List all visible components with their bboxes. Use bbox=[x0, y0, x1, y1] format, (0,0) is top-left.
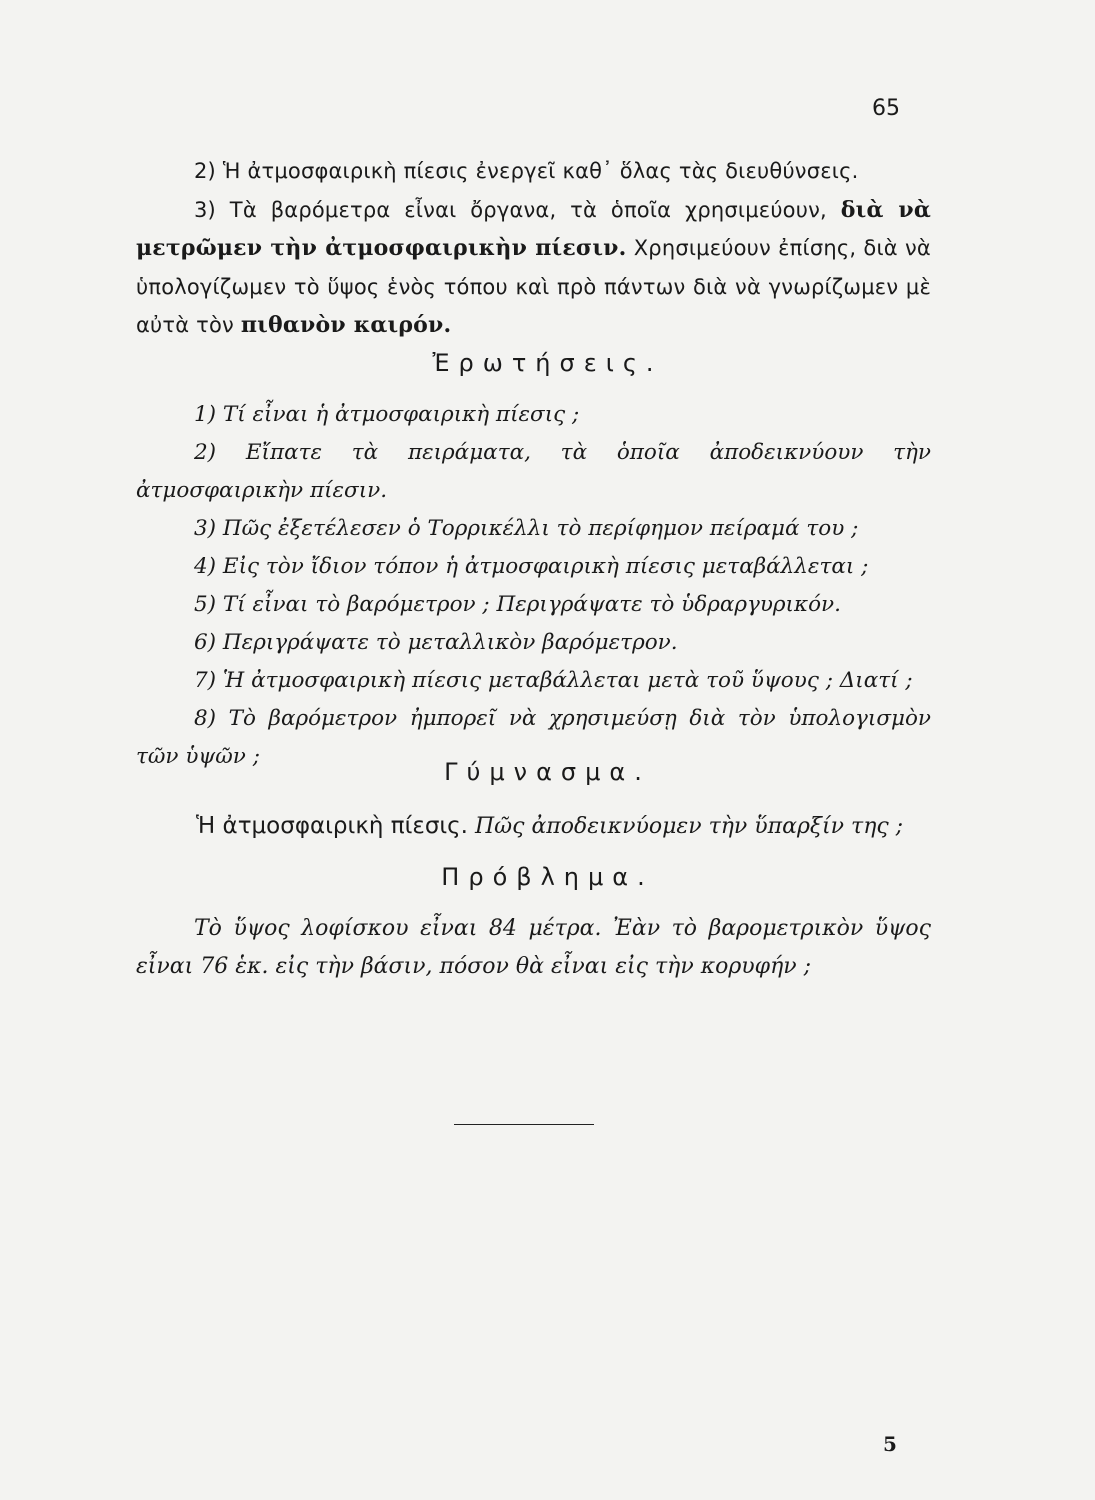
questions-list bbox=[136, 396, 931, 776]
question-4: 4) Εἰς τὸν ἴδιον τόπον ἡ ἀτμοσφαιρικὴ πίεσις μεταβάλλεται ; bbox=[194, 554, 869, 579]
paragraph-2: 2) Ἡ ἀτμοσφαιρικὴ πίεσις ἐνεργεῖ καθ᾽ ὅλας τὰς διευθύνσεις. bbox=[194, 159, 859, 183]
problem-heading: Πρόβλημα. bbox=[441, 863, 654, 891]
question-6: 6) Περιγράψατε τὸ μεταλλικὸν βαρόμετρον. bbox=[194, 630, 678, 655]
exercise-heading: Γύμνασμα. bbox=[444, 758, 651, 786]
signature-mark: 5 bbox=[883, 1432, 897, 1456]
exercise-text: Πῶς ἀποδεικνύομεν τὴν ὕπαρξίν της ; bbox=[475, 814, 904, 839]
paragraph-3-middle: Χρησιμεύουν ἐπίσης, διὰ νὰ ὑπολογίζωμεν τὸ ὕψος ἑνὸς τόπου καὶ πρὸ πάντων διὰ νὰ γνωρίζωμεν μὲ αὐτὰ τὸν bbox=[136, 236, 931, 337]
problem-body bbox=[136, 910, 931, 986]
paragraph-3 bbox=[136, 191, 931, 345]
exercise-body bbox=[136, 807, 931, 846]
question-2: 2) Εἴπατε τὰ πειράματα, τὰ ὁποῖα ἀποδεικνύουν τὴν ἀτμοσφαιρικὴν πίεσιν. bbox=[136, 440, 931, 503]
paragraph-3-start: 3) Τὰ βαρόμετρα εἶναι ὄργανα, τὰ ὁποῖα χρησιμεύουν, bbox=[194, 197, 827, 222]
paragraph-3-emphasis-2: πιθανὸν καιρόν. bbox=[240, 312, 452, 338]
questions-heading: Ἐρωτήσεις. bbox=[432, 349, 663, 377]
question-7: 7) Ἡ ἀτμοσφαιρικὴ πίεσις μεταβάλλεται μετὰ τοῦ ὕψους ; Διατί ; bbox=[194, 668, 913, 693]
problem-text: Τὸ ὕψος λοφίσκου εἶναι 84 μέτρα. Ἐὰν τὸ βαρομετρικὸν ὕψος εἶναι 76 ἑκ. εἰς τὴν βάσιν, πόσον θὰ εἶναι εἰς τὴν κορυφήν ; bbox=[136, 916, 931, 979]
exercise-lead: Ἡ ἀτμοσφαιρικὴ πίεσις. bbox=[196, 813, 468, 839]
section-divider bbox=[454, 1124, 594, 1125]
question-8: 8) Τὸ βαρόμετρον ἠμπορεῖ νὰ χρησιμεύσῃ διὰ τὸν ὑπολογισμὸν τῶν ὑψῶν ; bbox=[136, 706, 931, 769]
intro-section bbox=[136, 152, 931, 345]
question-3: 3) Πῶς ἐξετέλεσεν ὁ Τορρικέλλι τὸ περίφημον πείραμά του ; bbox=[194, 516, 859, 541]
exercise-paragraph bbox=[136, 807, 931, 846]
paragraph-3-emphasis-1: διὰ νὰ μετρῶμεν τὴν ἀτμοσφαιρικὴν πίεσιν. bbox=[136, 196, 931, 261]
question-5: 5) Τί εἶναι τὸ βαρόμετρον ; Περιγράψατε τὸ ὑδραργυρικόν. bbox=[194, 592, 841, 617]
question-1: 1) Τί εἶναι ἡ ἀτμοσφαιρικὴ πίεσις ; bbox=[194, 402, 580, 427]
page-number: 65 bbox=[872, 96, 900, 121]
